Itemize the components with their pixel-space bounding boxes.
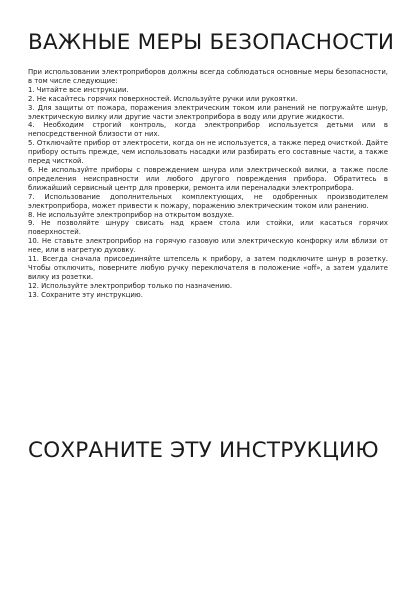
instruction-item: 4. Необходим строгий контроль, когда электроприбор используется детьми или в непосредственной близости от них. <box>28 121 388 139</box>
instruction-item: 2. Не касайтесь горячих поверхностей. Используйте ручки или рукоятки. <box>28 94 298 103</box>
instruction-item: 13. Сохраните эту инструкцию. <box>28 290 143 299</box>
intro-paragraph: При использовании электроприборов должны всегда соблюдаться основные меры безопасности, в том числе следующие: <box>28 68 388 85</box>
instruction-item: 11. Всегда сначала присоединяйте штепсель к прибору, а затем подключите шнур в розетку. Чтобы отключить, поверните любую ручку переключателя в положение «off», а затем удалите вилку из розетки. <box>28 255 388 281</box>
instruction-item: 1. Читайте все инструкции. <box>28 85 129 94</box>
safety-instructions <box>28 68 388 300</box>
instruction-item: 7. Использование дополнительных комплектующих, не одобренных производителем электроприбора, может привести к пожару, поражению электрическим током или ранению. <box>28 192 388 210</box>
instruction-item: 3. Для защиты от пожара, поражения электрическим током или ранений не погружайте шнур, электрическую вилку или другие части электроприбора в воду или другие жидкости. <box>28 103 388 121</box>
instruction-item: 9. Не позволяйте шнуру свисать над краем стола или стойки, или касаться горячих поверхностей. <box>28 219 388 237</box>
instruction-item: 8. Не используйте электроприбор на открытом воздухе. <box>28 210 235 219</box>
instruction-item: 5. Отключайте прибор от электросети, когда он не используется, а также перед очисткой. Дайте прибору остыть прежде, чем использовать насадки или разбирать его составные части, а также перед чисткой. <box>28 139 388 166</box>
instruction-item: 12. Используйте электроприбор только по назначению. <box>28 281 233 290</box>
footer-title: СОХРАНИТЕ ЭТУ ИНСТРУКЦИЮ <box>28 438 379 463</box>
instruction-item: 10. Не ставьте электроприбор на горячую газовую или электрическую конфорку или вблизи от нее, или в нагретую духовку. <box>28 237 388 255</box>
instruction-item: 6. Не используйте приборы с повреждением шнура или электрической вилки, а также после определения неисправности или любого другого повреждения прибора. Обратитесь в ближайший сервисный центр для проверки, ремонта или переналадки электроприбора. <box>28 165 388 192</box>
page-title: ВАЖНЫЕ МЕРЫ БЕЗОПАСНОСТИ <box>28 30 395 55</box>
